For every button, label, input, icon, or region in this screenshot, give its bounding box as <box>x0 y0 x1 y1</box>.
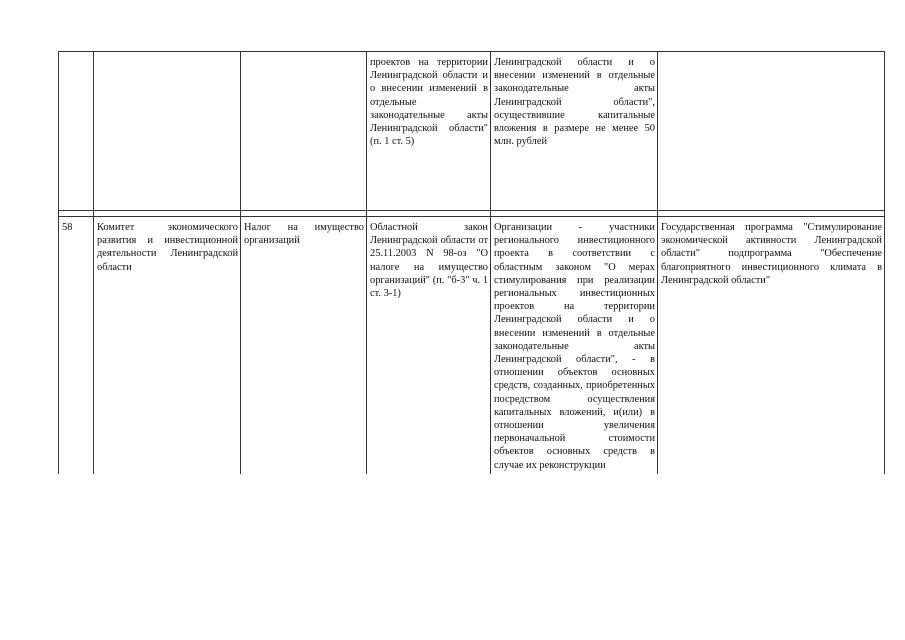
table-row <box>59 52 885 211</box>
cell-tax: Налог на имущество организаций <box>241 217 367 474</box>
cell-program <box>658 52 885 211</box>
tax-benefits-table <box>58 51 885 474</box>
cell-recipients: Организации - участники регионального инвестиционного проекта в соответствии с областным законом "О мерах стимулирования при реализации региональных инвестиционных проектов на территории Ленинградской области и о внесении изменений в отдельные законодательные акты Ленинградской области", - в отношении объектов основных средств, созданных, приобретенных посредством осуществления капитальных вложений, и(или) в отношении увеличения первоначальной стоимости объектов основных средств в случае их реконструкции <box>491 217 658 474</box>
cell-row-number <box>59 52 94 211</box>
cell-law: проектов на территории Ленинградской области и о внесении изменений в отдельные законодательные акты Ленинградской области" (п. 1 ст. 5) <box>367 52 491 211</box>
cell-authority: Комитет экономического развития и инвестиционной деятельности Ленинградской области <box>94 217 241 474</box>
table-row <box>59 217 885 474</box>
cell-program: Государственная программа "Стимулирование экономической активности Ленинградской области" подпрограмма "Обеспечение благоприятного инвестиционного климата в Ленинградской области" <box>658 217 885 474</box>
cell-authority <box>94 52 241 211</box>
cell-row-number: 58 <box>59 217 94 474</box>
cell-recipients: Ленинградской области и о внесении изменений в отдельные законодательные акты Ленинградской области", осуществившие капитальные вложения в размере не менее 50 млн. рублей <box>491 52 658 211</box>
cell-law: Областной закон Ленинградской области от 25.11.2003 N 98-оз "О налоге на имущество организаций" (п. "б-3" ч. 1 ст. 3-1) <box>367 217 491 474</box>
cell-tax <box>241 52 367 211</box>
document-page <box>58 51 884 474</box>
